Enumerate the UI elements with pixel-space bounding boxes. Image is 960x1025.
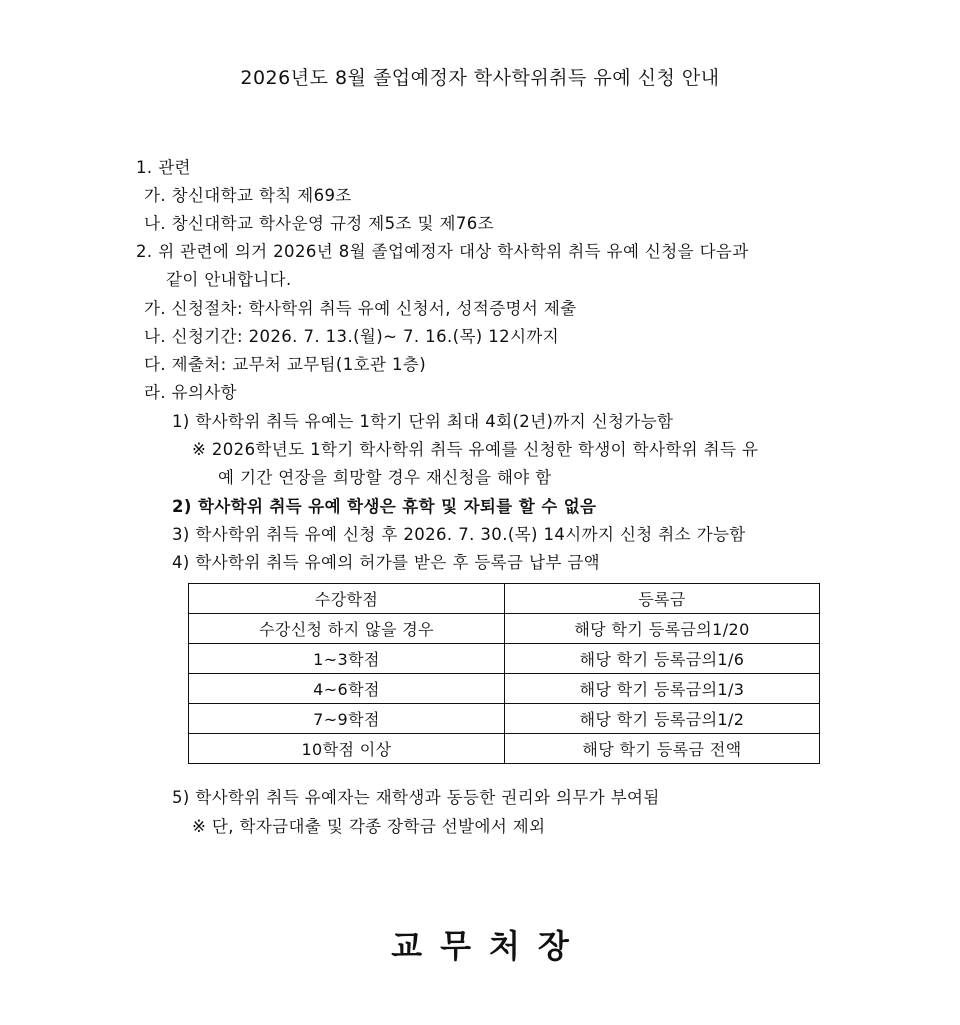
notice-item-3: 3) 학사학위 취득 유예 신청 후 2026. 7. 30.(목) 14시까지 신청 취소 가능함 — [172, 525, 746, 544]
credits-cell: 수강신청 하지 않을 경우 — [189, 614, 505, 644]
tuition-cell: 해당 학기 등록금의1/2 — [505, 704, 820, 734]
issuer-signature: 교무처장 — [391, 927, 587, 965]
section-2-item-b: 나. 신청기간: 2026. 7. 13.(월)~ 7. 16.(목) 12시까지 — [144, 327, 560, 346]
table-row — [189, 734, 820, 764]
column-header-credits: 수강학점 — [189, 584, 505, 614]
credits-cell: 4~6학점 — [189, 674, 505, 704]
credits-cell: 10학점 이상 — [189, 734, 505, 764]
table-row — [189, 674, 820, 704]
notice-item-5-note: ※ 단, 학자금대출 및 각종 장학금 선발에서 제외 — [192, 817, 546, 836]
table-header-row — [189, 584, 820, 614]
tuition-cell: 해당 학기 등록금 전액 — [505, 734, 820, 764]
tuition-cell: 해당 학기 등록금의1/20 — [505, 614, 820, 644]
table-row — [189, 704, 820, 734]
section-2-heading-continued: 같이 안내합니다. — [166, 270, 292, 289]
notice-item-2: 2) 학사학위 취득 유예 학생은 휴학 및 자퇴를 할 수 없음 — [172, 497, 597, 516]
document-title: 2026년도 8월 졸업예정자 학사학위취득 유예 신청 안내 — [240, 67, 720, 89]
column-header-tuition: 등록금 — [505, 584, 820, 614]
table-row — [189, 614, 820, 644]
section-2-item-d: 라. 유의사항 — [144, 383, 237, 402]
credits-cell: 1~3학점 — [189, 644, 505, 674]
notice-item-1-note: ※ 2026학년도 1학기 학사학위 취득 유예를 신청한 학생이 학사학위 취득 유 — [192, 440, 759, 459]
notice-item-1: 1) 학사학위 취득 유예는 1학기 단위 최대 4회(2년)까지 신청가능함 — [172, 412, 674, 431]
notice-item-4: 4) 학사학위 취득 유예의 허가를 받은 후 등록금 납부 금액 — [172, 553, 600, 572]
credits-cell: 7~9학점 — [189, 704, 505, 734]
section-1-item-a: 가. 창신대학교 학칙 제69조 — [144, 186, 352, 205]
section-1-heading: 1. 관련 — [136, 158, 191, 177]
tuition-cell: 해당 학기 등록금의1/6 — [505, 644, 820, 674]
section-1-item-b: 나. 창신대학교 학사운영 규정 제5조 및 제76조 — [144, 214, 494, 233]
section-2-item-a: 가. 신청절차: 학사학위 취득 유예 신청서, 성적증명서 제출 — [144, 299, 577, 318]
tuition-cell: 해당 학기 등록금의1/3 — [505, 674, 820, 704]
notice-item-5: 5) 학사학위 취득 유예자는 재학생과 동등한 권리와 의무가 부여됨 — [172, 788, 660, 807]
table-row — [189, 644, 820, 674]
section-2-item-c: 다. 제출처: 교무처 교무팀(1호관 1층) — [144, 355, 427, 374]
section-2-heading: 2. 위 관련에 의거 2026년 8월 졸업예정자 대상 학사학위 취득 유예 신청을 다음과 — [136, 242, 749, 261]
notice-item-1-note-continued: 예 기간 연장을 희망할 경우 재신청을 해야 함 — [218, 468, 552, 487]
tuition-fee-table — [188, 583, 820, 764]
